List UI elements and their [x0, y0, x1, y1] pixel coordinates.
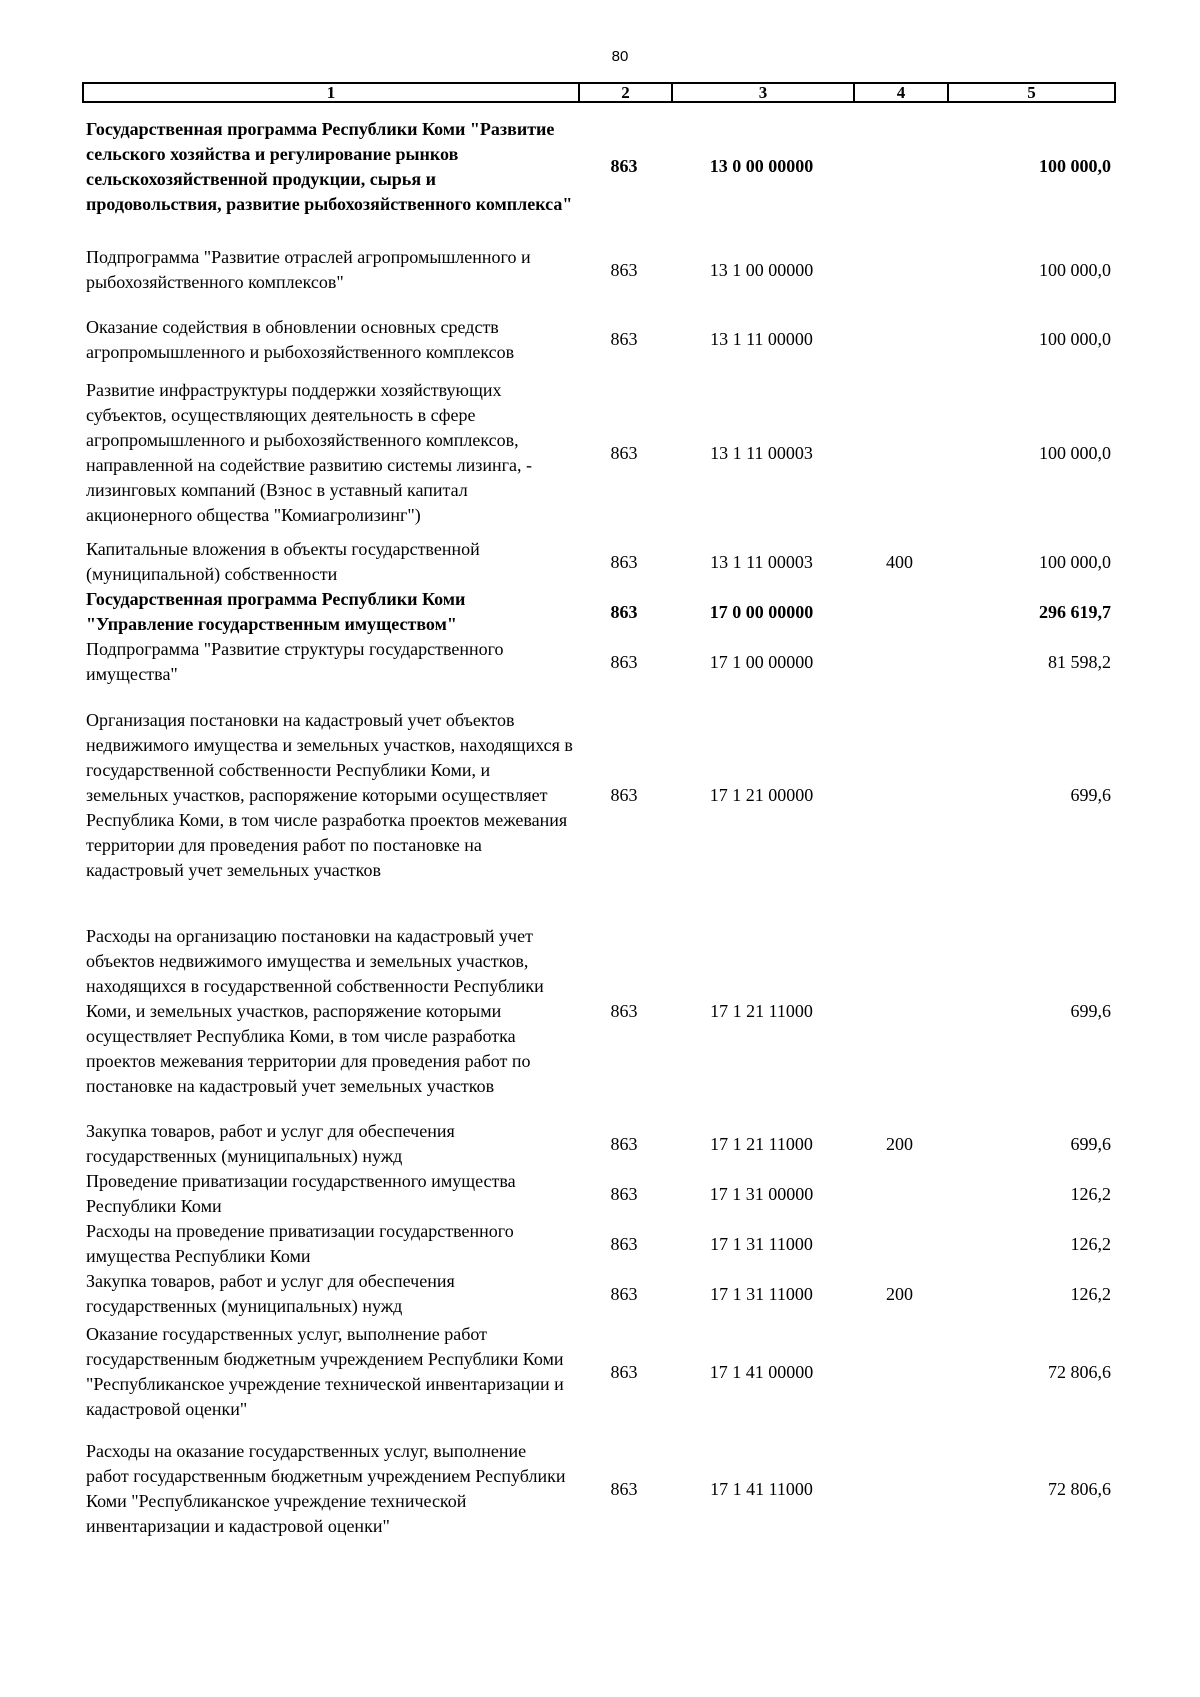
table-row	[83, 1119, 1115, 1169]
table-row	[83, 903, 1115, 1119]
cell-expense-type	[854, 310, 948, 369]
cell-amount: 72 806,6	[1048, 1361, 1111, 1382]
cell-expense-type	[854, 1425, 948, 1553]
cell-expense-type	[854, 230, 948, 310]
cell-target-article: 17 1 21 11000	[710, 1133, 813, 1154]
cell-name: Оказание государственных услуг, выполнение работ государственным бюджетным учреждением Республики Коми "Республиканское учреждение технической инвентаризации и кадастровой оценки"	[86, 1324, 564, 1419]
cell-amount: 126,2	[1070, 1183, 1111, 1204]
cell-name: Подпрограмма "Развитие структуры государственного имущества"	[86, 639, 504, 684]
cell-admin-code: 863	[610, 1183, 638, 1204]
cell-target-article: 17 1 21 11000	[710, 1000, 813, 1021]
table-row	[83, 369, 1115, 537]
column-header-amount: 5	[948, 83, 1115, 102]
table-row	[83, 1319, 1115, 1425]
cell-name: Государственная программа Республики Коми "Управление государственным имуществом"	[86, 589, 466, 634]
cell-amount: 100 000,0	[1039, 259, 1111, 280]
cell-name: Государственная программа Республики Коми "Развитие сельского хозяйства и регулирование рынков сельскохозяйственной продукции, сырья и продовольствия, развитие рыбохозяйственного комплекса"	[86, 118, 573, 214]
cell-target-article: 17 1 31 11000	[710, 1233, 813, 1254]
cell-target-article: 17 1 31 00000	[709, 1183, 814, 1204]
table-row	[83, 1269, 1115, 1319]
cell-expense-type	[854, 369, 948, 537]
table-row	[83, 310, 1115, 369]
cell-admin-code: 863	[610, 329, 638, 349]
cell-name: Расходы на организацию постановки на кадастровый учет объектов недвижимого имущества и земельных участков, находящихся в государственной собственности Республики Коми, и земельных участков, распоряжение которыми осуществляет Республика Коми, в том числе разработка проектов межевания территории для проведения работ по постановке на кадастровый учет земельных участков	[86, 925, 544, 1096]
table-row	[83, 102, 1115, 230]
cell-expense-type	[854, 102, 948, 230]
column-header-expense-type: 4	[854, 83, 948, 102]
cell-target-article: 17 1 31 11000	[710, 1283, 813, 1304]
table-row	[83, 230, 1115, 310]
cell-name: Развитие инфраструктуры поддержки хозяйствующих субъектов, осуществляющих деятельность в сфере агропромышленного и рыбохозяйственного комплексов, направленной на содействие развитию системы лизинга, - лизинговых компаний (Взнос в уставный капитал акционерного общества "Комиагролизинг")	[86, 380, 532, 525]
cell-expense-type	[854, 1319, 948, 1425]
cell-admin-code: 863	[610, 259, 638, 280]
cell-admin-code: 863	[610, 1478, 638, 1499]
cell-amount: 72 806,6	[1048, 1478, 1111, 1499]
cell-admin-code: 863	[610, 601, 638, 622]
table-body	[83, 102, 1115, 1553]
cell-admin-code: 863	[610, 1283, 638, 1304]
cell-expense-type: 200	[886, 1283, 913, 1304]
cell-expense-type	[854, 637, 948, 687]
cell-amount: 100 000,0	[1039, 329, 1111, 349]
table-row	[83, 537, 1115, 587]
cell-name: Расходы на оказание государственных услуг, выполнение работ государственным бюджетным учреждением Республики Коми "Республиканское учреждение технической инвентаризации и кадастровой оценки"	[86, 1441, 566, 1536]
cell-amount: 699,6	[1070, 784, 1111, 805]
cell-admin-code: 863	[610, 442, 638, 463]
cell-admin-code: 863	[610, 156, 638, 176]
cell-admin-code: 863	[610, 1233, 638, 1254]
table-row	[83, 1169, 1115, 1219]
table-row	[83, 587, 1115, 637]
cell-target-article: 17 1 21 00000	[709, 784, 814, 805]
cell-name: Оказание содействия в обновлении основных средств агропромышленного и рыбохозяйственного комплексов	[86, 316, 515, 362]
cell-target-article: 17 0 00 00000	[709, 601, 814, 622]
table-row	[83, 1425, 1115, 1553]
cell-amount: 699,6	[1070, 1133, 1111, 1154]
column-header-name: 1	[83, 83, 579, 102]
cell-expense-type	[854, 687, 948, 903]
cell-admin-code: 863	[610, 1361, 638, 1382]
column-header-admin: 2	[579, 83, 672, 102]
cell-amount: 126,2	[1070, 1233, 1111, 1254]
cell-expense-type	[854, 1219, 948, 1269]
cell-amount: 699,6	[1070, 1000, 1111, 1021]
cell-admin-code: 863	[610, 1133, 638, 1154]
cell-expense-type	[854, 1169, 948, 1219]
budget-table	[82, 82, 1116, 1553]
column-header-target-article: 3	[672, 83, 854, 102]
cell-name: Подпрограмма "Развитие отраслей агропромышленного и рыбохозяйственного комплексов"	[86, 247, 531, 292]
cell-expense-type: 200	[886, 1133, 913, 1154]
cell-name: Закупка товаров, работ и услуг для обеспечения государственных (муниципальных) нужд	[86, 1121, 455, 1166]
cell-target-article: 17 1 00 00000	[709, 651, 814, 672]
cell-target-article: 13 1 11 00003	[710, 551, 813, 572]
cell-amount: 126,2	[1070, 1283, 1111, 1304]
cell-amount: 100 000,0	[1039, 551, 1111, 572]
page-number: 80	[611, 48, 629, 65]
cell-amount: 296 619,7	[1039, 601, 1111, 622]
cell-admin-code: 863	[610, 651, 638, 672]
cell-expense-type	[854, 587, 948, 637]
cell-amount: 100 000,0	[1039, 156, 1111, 176]
cell-target-article: 13 1 11 00003	[710, 442, 813, 463]
cell-target-article: 13 0 00 00000	[709, 156, 814, 176]
cell-name: Расходы на проведение приватизации государственного имущества Республики Коми	[86, 1221, 514, 1266]
cell-name: Закупка товаров, работ и услуг для обеспечения государственных (муниципальных) нужд	[86, 1271, 455, 1316]
table-row	[83, 1219, 1115, 1269]
cell-target-article: 17 1 41 00000	[709, 1361, 814, 1382]
cell-target-article: 13 1 11 00000	[710, 329, 813, 349]
cell-expense-type: 400	[886, 551, 913, 572]
table-header	[83, 83, 1115, 102]
table-row	[83, 687, 1115, 903]
table-row	[83, 637, 1115, 687]
cell-amount: 100 000,0	[1039, 442, 1111, 463]
cell-name: Капитальные вложения в объекты государственной (муниципальной) собственности	[86, 539, 480, 584]
cell-name: Проведение приватизации государственного имущества Республики Коми	[86, 1171, 516, 1216]
cell-amount: 81 598,2	[1048, 651, 1111, 672]
cell-target-article: 13 1 00 00000	[709, 259, 814, 280]
cell-name: Организация постановки на кадастровый учет объектов недвижимого имущества и земельных участков, находящихся в государственной собственности Республики Коми, и земельных участков, распоряжение которыми осуществляет Республика Коми, в том числе разработка проектов межевания территории для проведения работ по постановке на кадастровый учет земельных участков	[86, 709, 573, 880]
cell-admin-code: 863	[610, 551, 638, 572]
cell-expense-type	[854, 903, 948, 1119]
cell-admin-code: 863	[610, 1000, 638, 1021]
cell-target-article: 17 1 41 11000	[710, 1478, 813, 1499]
cell-admin-code: 863	[610, 784, 638, 805]
